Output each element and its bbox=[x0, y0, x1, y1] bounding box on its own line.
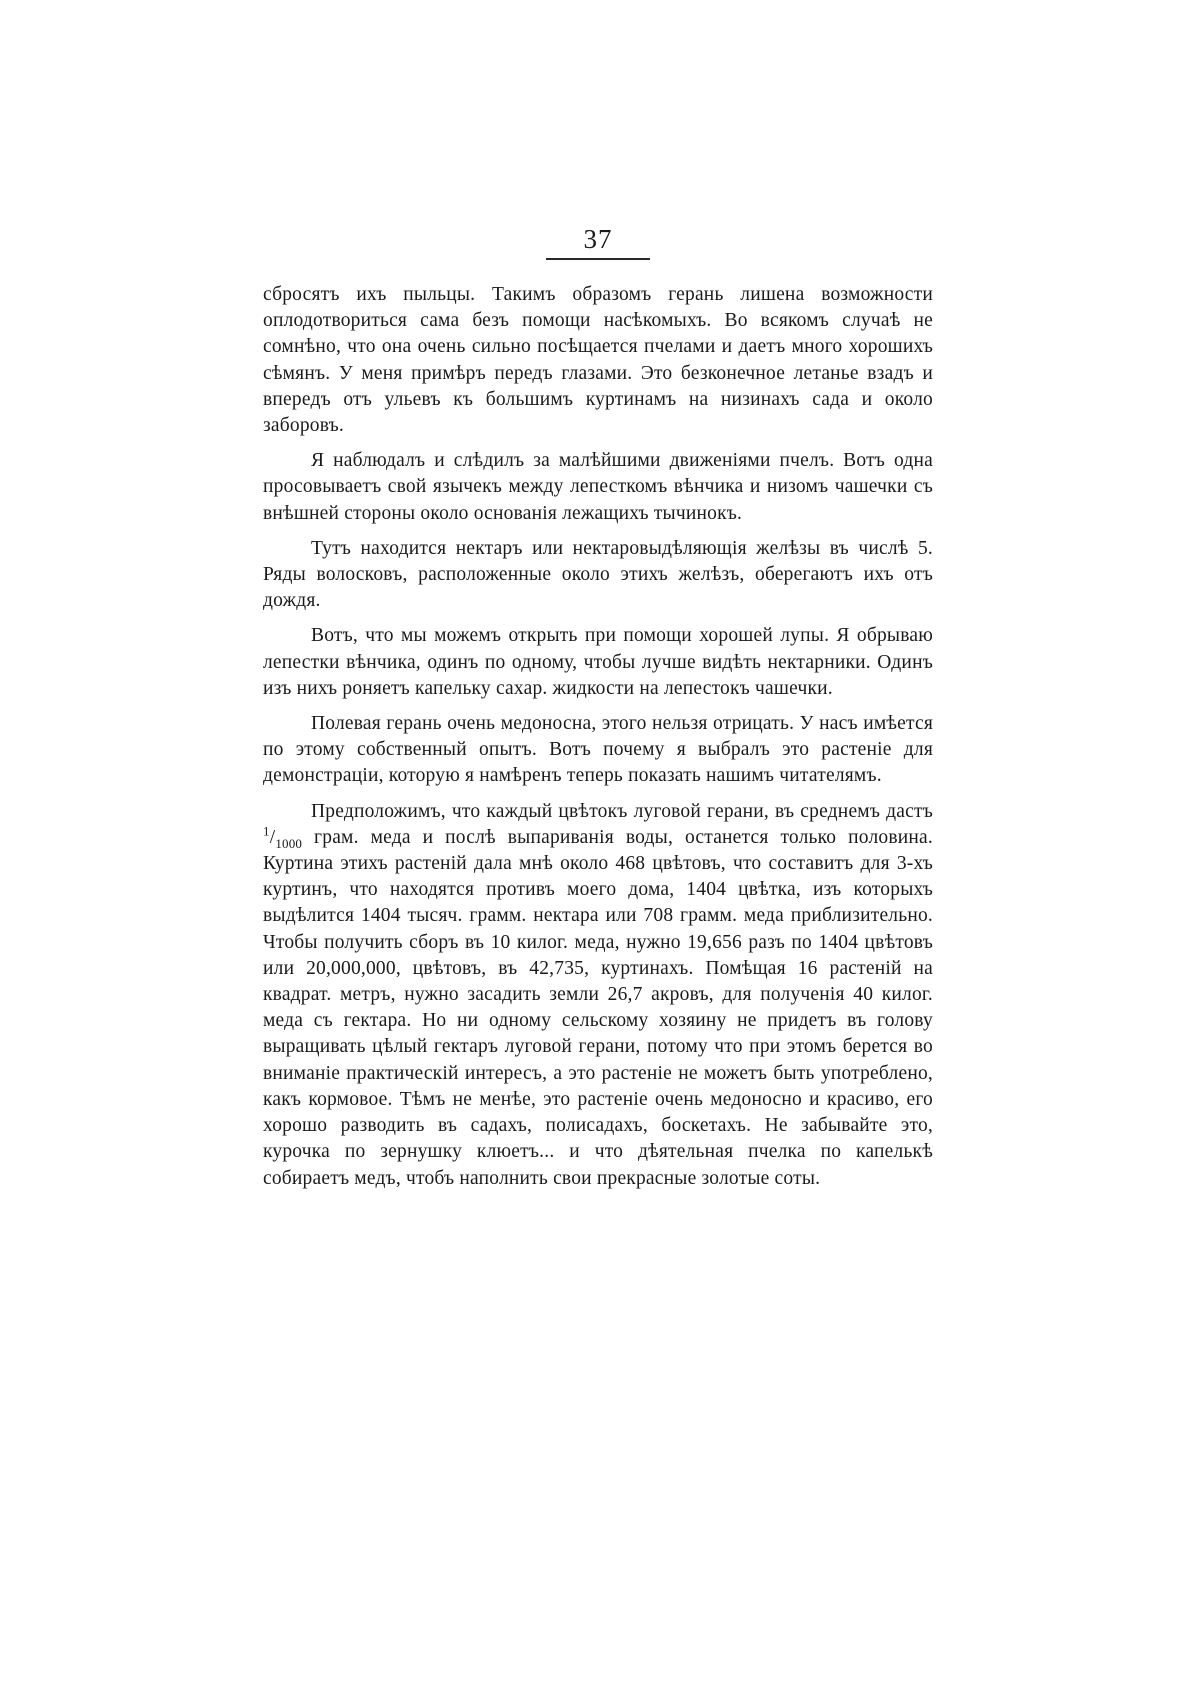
page-number: 37 bbox=[583, 224, 613, 254]
paragraph-4: Вотъ, что мы можемъ открыть при помощи хорошей лупы. Я обрываю лепестки вѣнчика, одинъ по одному, чтобы лучше видѣть нектарники. Одинъ изъ нихъ роняетъ капельку сахар. жидкости на лепестокъ чашечки. bbox=[263, 625, 933, 699]
paragraph-6-rest: грам. меда и послѣ выпариванія воды, останется только половина. Куртина этихъ растеній дала мнѣ около 468 цвѣтовъ, что составитъ для 3-хъ куртинъ, что находятся противъ моего дома, 1404 цвѣтка, изъ которыхъ выдѣлится 1404 тысяч. грамм. нектара или 708 грамм. меда приблизительно. Чтобы получить сборъ въ 10 килог. меда, нужно 19,656 разъ по 1404 цвѣтовъ или 20,000,000, цвѣтовъ, въ 42,735, куртинахъ. Помѣщая 16 растеній на квадрат. метръ, нужно засадить земли 26,7 акровъ, для полученія 40 килог. меда съ гектара. Но ни одному сельскому хозяину не придетъ въ голову выращивать цѣлый гектаръ луговой герани, потому что при этомъ берется во вниманіе практическій интересъ, а это растеніе не можетъ быть употреблено, какъ кормовое. Тѣмъ не менѣе, это растеніе очень медоносно и красиво, его хорошо разводить въ садахъ, полисадахъ, боскетахъ. Не забывайте это, курочка по зернушку клюетъ... и что дѣятельная пчелка по капелькѣ собираетъ медъ, чтобъ наполнить свои прекрасные золотые соты. bbox=[263, 826, 933, 1189]
paragraph-6 bbox=[263, 799, 933, 1192]
page-number-rule bbox=[546, 258, 650, 260]
fraction-numerator: 1 bbox=[263, 823, 270, 839]
fraction: $^1/_{1000}$ bbox=[263, 823, 303, 851]
body-text bbox=[263, 282, 933, 1201]
fraction-denominator: 1000 bbox=[275, 835, 303, 851]
paragraph-5: Полевая герань очень медоносна, этого нельзя отрицать. У насъ имѣется по этому собственный опытъ. Вотъ почему я выбралъ это растеніе для демонстраціи, которую я намѣренъ теперь показать нашимъ читателямъ. bbox=[263, 713, 933, 787]
paragraph-2: Я наблюдалъ и слѣдилъ за малѣйшими движеніями пчелъ. Вотъ одна просовываетъ свой язычекъ между лепесткомъ вѣнчика и низомъ чашечки съ внѣшней стороны около основанія лежащихъ тычинокъ. bbox=[263, 450, 933, 524]
paragraph-6-start: Предположимъ, что каждый цвѣтокъ луговой герани, въ среднемъ дастъ bbox=[311, 800, 933, 822]
paragraph-3: Тутъ находится нектаръ или нектаровыдѣляющія желѣзы въ числѣ 5. Ряды волосковъ, расположенные около этихъ желѣзъ, оберегаютъ ихъ отъ дождя. bbox=[263, 537, 933, 612]
paragraph-1: сбросятъ ихъ пыльцы. Такимъ образомъ герань лишена возможности оплодотвориться сама безъ помощи насѣкомыхъ. Во всякомъ случаѣ не сомнѣно, что она очень сильно посѣщается пчелами и даетъ много хорошихъ сѣмянъ. У меня примѣръ передъ глазами. Это безконечное летанье взадъ и впередъ отъ ульевъ къ большимъ куртинамъ на низинахъ сада и около заборовъ. bbox=[263, 284, 933, 437]
